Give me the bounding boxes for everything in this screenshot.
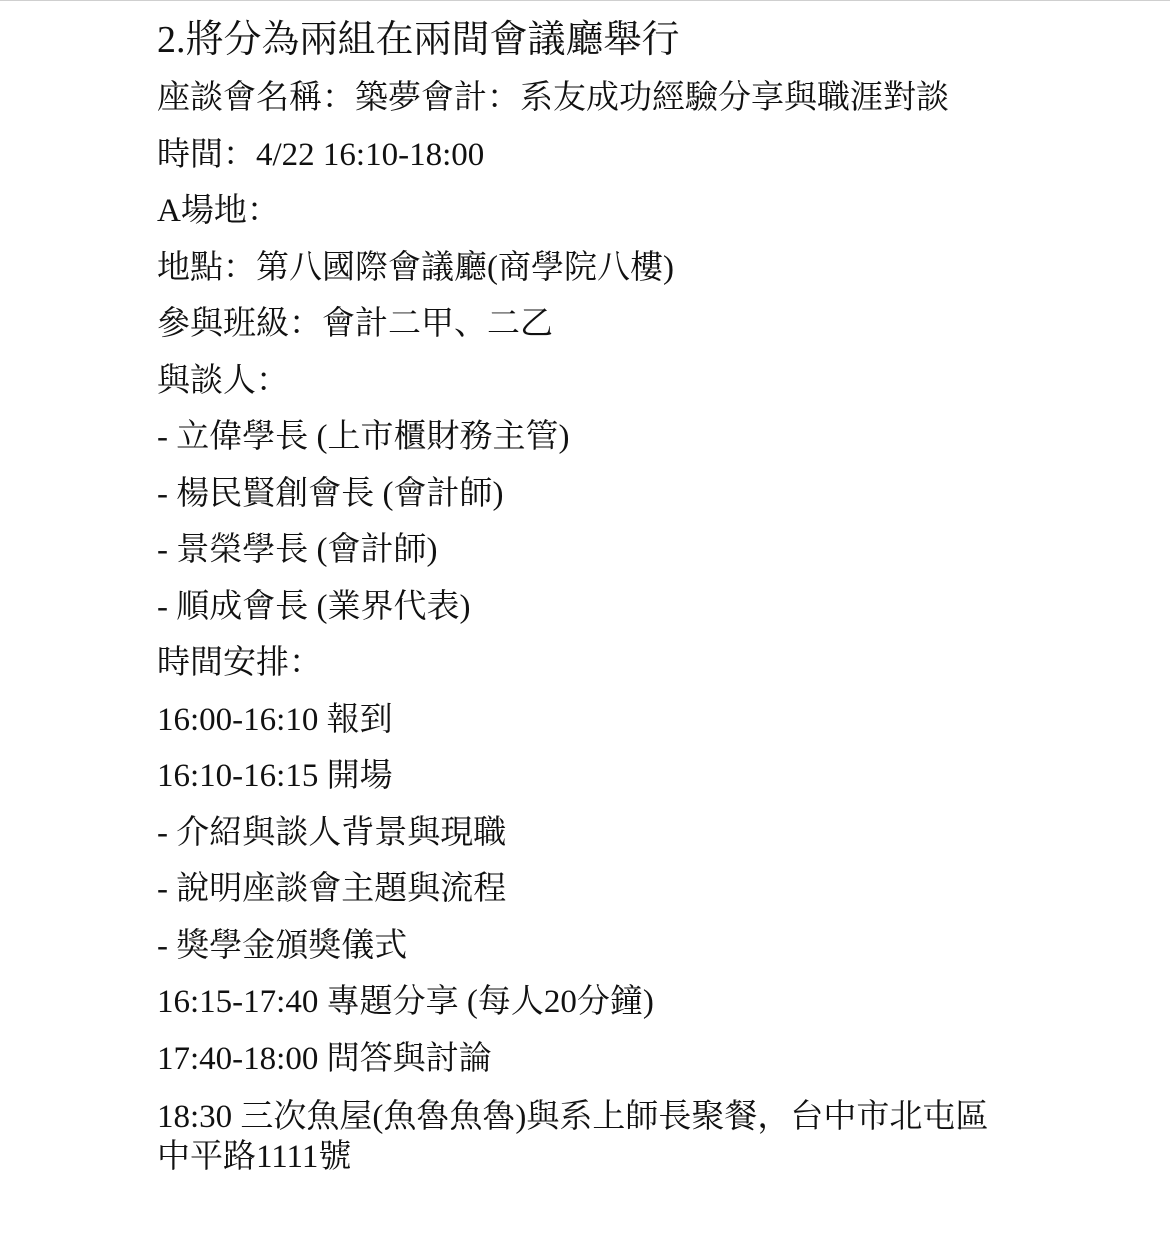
- venue-a-label: A場地：: [157, 193, 280, 229]
- seminar-name-line: 座談會名稱：築夢會計：系友成功經驗分享與職涯對談: [157, 80, 949, 116]
- opening-subitem: - 獎學金頒獎儀式: [157, 927, 408, 964]
- page-top-border: [0, 0, 1170, 1]
- schedule-item: 16:00-16:10 報到: [157, 701, 393, 738]
- schedule-item: 17:40-18:00 問答與討論: [157, 1040, 492, 1077]
- panelist-item: - 景榮學長 (會計師): [157, 532, 438, 568]
- section-heading: 2.將分為兩組在兩間會議廳舉行: [157, 19, 680, 61]
- location-line: 地點：第八國際會議廳(商學院八樓): [157, 249, 674, 286]
- opening-subitem: - 介紹與談人背景與現職: [157, 814, 507, 851]
- schedule-item: 16:10-16:15 開場: [157, 758, 393, 794]
- panelist-item: - 順成會長 (業界代表): [157, 588, 471, 625]
- time-line: 時間：4/22 16:10-18:00: [157, 136, 485, 173]
- opening-subitem: - 說明座談會主題與流程: [157, 871, 507, 907]
- panelists-label: 與談人：: [157, 362, 289, 399]
- schedule-item: 16:15-17:40 專題分享 (每人20分鐘): [157, 984, 654, 1020]
- schedule-label: 時間安排：: [157, 645, 322, 681]
- dinner-schedule-item: 18:30 三次魚屋(魚魯魚魯)與系上師長聚餐，台中市北屯區中平路1111號: [157, 1099, 989, 1175]
- panelist-item: - 楊民賢創會長 (會計師): [157, 475, 504, 512]
- participating-classes-line: 參與班級：會計二甲、二乙: [157, 306, 553, 342]
- document-body: [157, 14, 1037, 1177]
- panelist-item: - 立偉學長 (上市櫃財務主管): [157, 419, 570, 455]
